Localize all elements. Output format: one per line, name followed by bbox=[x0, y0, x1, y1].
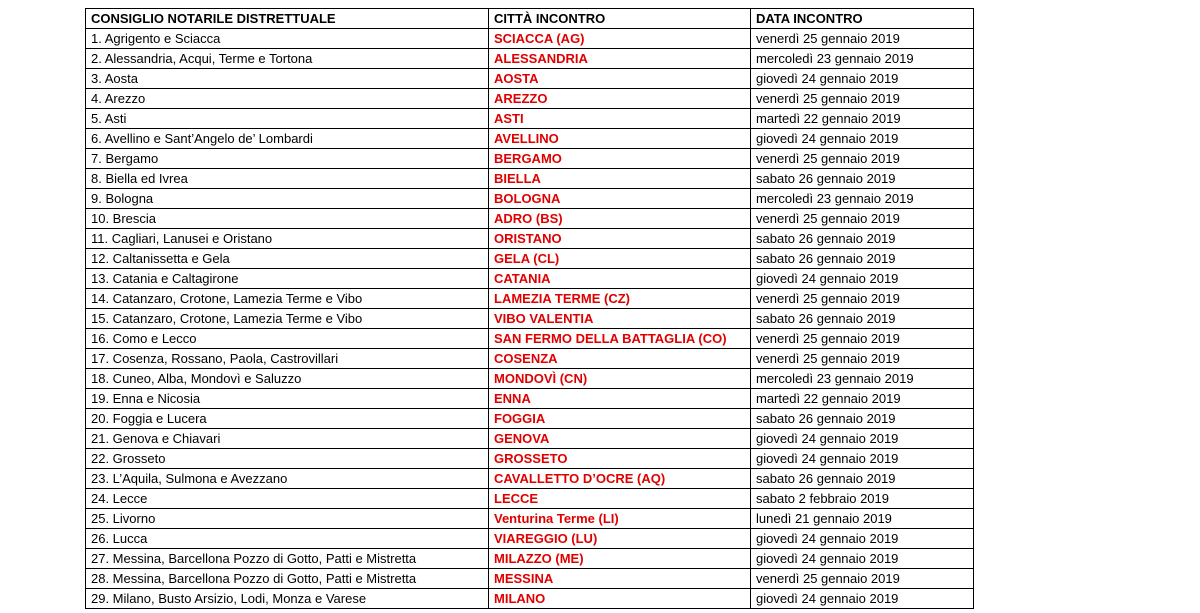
cell-citta: ASTI bbox=[489, 109, 751, 129]
cell-consiglio: 3. Aosta bbox=[86, 69, 489, 89]
cell-citta: SCIACCA (AG) bbox=[489, 29, 751, 49]
table-row bbox=[86, 189, 974, 209]
cell-citta: ADRO (BS) bbox=[489, 209, 751, 229]
cell-citta: AVELLINO bbox=[489, 129, 751, 149]
cell-citta: GENOVA bbox=[489, 429, 751, 449]
cell-data: sabato 26 gennaio 2019 bbox=[751, 409, 974, 429]
table-row bbox=[86, 489, 974, 509]
cell-consiglio: 7. Bergamo bbox=[86, 149, 489, 169]
table-row bbox=[86, 449, 974, 469]
cell-citta: COSENZA bbox=[489, 349, 751, 369]
cell-consiglio: 10. Brescia bbox=[86, 209, 489, 229]
cell-consiglio: 19. Enna e Nicosia bbox=[86, 389, 489, 409]
cell-citta: Venturina Terme (LI) bbox=[489, 509, 751, 529]
cell-consiglio: 28. Messina, Barcellona Pozzo di Gotto, Patti e Mistretta bbox=[86, 569, 489, 589]
table-row bbox=[86, 249, 974, 269]
cell-data: giovedì 24 gennaio 2019 bbox=[751, 129, 974, 149]
table-row bbox=[86, 129, 974, 149]
cell-data: mercoledì 23 gennaio 2019 bbox=[751, 369, 974, 389]
cell-data: lunedì 21 gennaio 2019 bbox=[751, 509, 974, 529]
cell-data: mercoledì 23 gennaio 2019 bbox=[751, 189, 974, 209]
cell-citta: GELA (CL) bbox=[489, 249, 751, 269]
cell-data: venerdì 25 gennaio 2019 bbox=[751, 29, 974, 49]
cell-consiglio: 6. Avellino e Sant’Angelo de’ Lombardi bbox=[86, 129, 489, 149]
cell-data: giovedì 24 gennaio 2019 bbox=[751, 589, 974, 609]
cell-consiglio: 5. Asti bbox=[86, 109, 489, 129]
cell-data: venerdì 25 gennaio 2019 bbox=[751, 289, 974, 309]
cell-citta: BOLOGNA bbox=[489, 189, 751, 209]
cell-citta: CATANIA bbox=[489, 269, 751, 289]
cell-data: venerdì 25 gennaio 2019 bbox=[751, 89, 974, 109]
cell-citta: VIBO VALENTIA bbox=[489, 309, 751, 329]
cell-citta: BERGAMO bbox=[489, 149, 751, 169]
table-row bbox=[86, 509, 974, 529]
cell-data: giovedì 24 gennaio 2019 bbox=[751, 449, 974, 469]
cell-consiglio: 11. Cagliari, Lanusei e Oristano bbox=[86, 229, 489, 249]
cell-citta: MILANO bbox=[489, 589, 751, 609]
cell-consiglio: 18. Cuneo, Alba, Mondovì e Saluzzo bbox=[86, 369, 489, 389]
cell-citta: SAN FERMO DELLA BATTAGLIA (CO) bbox=[489, 329, 751, 349]
cell-consiglio: 20. Foggia e Lucera bbox=[86, 409, 489, 429]
cell-data: mercoledì 23 gennaio 2019 bbox=[751, 49, 974, 69]
cell-citta: BIELLA bbox=[489, 169, 751, 189]
table-row bbox=[86, 349, 974, 369]
header-citta: CITTÀ INCONTRO bbox=[489, 9, 751, 29]
cell-data: giovedì 24 gennaio 2019 bbox=[751, 429, 974, 449]
table-row bbox=[86, 29, 974, 49]
cell-consiglio: 21. Genova e Chiavari bbox=[86, 429, 489, 449]
cell-citta: MONDOVÌ (CN) bbox=[489, 369, 751, 389]
cell-data: venerdì 25 gennaio 2019 bbox=[751, 329, 974, 349]
table-row bbox=[86, 49, 974, 69]
cell-citta: MILAZZO (ME) bbox=[489, 549, 751, 569]
table-row bbox=[86, 69, 974, 89]
header-row bbox=[86, 9, 974, 29]
cell-data: giovedì 24 gennaio 2019 bbox=[751, 269, 974, 289]
cell-data: venerdì 25 gennaio 2019 bbox=[751, 569, 974, 589]
cell-citta: LAMEZIA TERME (CZ) bbox=[489, 289, 751, 309]
cell-data: giovedì 24 gennaio 2019 bbox=[751, 69, 974, 89]
cell-consiglio: 12. Caltanissetta e Gela bbox=[86, 249, 489, 269]
cell-consiglio: 24. Lecce bbox=[86, 489, 489, 509]
cell-consiglio: 8. Biella ed Ivrea bbox=[86, 169, 489, 189]
cell-citta: VIAREGGIO (LU) bbox=[489, 529, 751, 549]
cell-consiglio: 25. Livorno bbox=[86, 509, 489, 529]
cell-citta: GROSSETO bbox=[489, 449, 751, 469]
table-row bbox=[86, 569, 974, 589]
table-row bbox=[86, 209, 974, 229]
cell-data: martedì 22 gennaio 2019 bbox=[751, 109, 974, 129]
cell-data: sabato 26 gennaio 2019 bbox=[751, 469, 974, 489]
cell-data: venerdì 25 gennaio 2019 bbox=[751, 349, 974, 369]
cell-data: sabato 26 gennaio 2019 bbox=[751, 309, 974, 329]
cell-consiglio: 4. Arezzo bbox=[86, 89, 489, 109]
header-data: DATA INCONTRO bbox=[751, 9, 974, 29]
cell-consiglio: 26. Lucca bbox=[86, 529, 489, 549]
cell-data: sabato 26 gennaio 2019 bbox=[751, 169, 974, 189]
table-row bbox=[86, 389, 974, 409]
table-row bbox=[86, 149, 974, 169]
table-row bbox=[86, 109, 974, 129]
cell-consiglio: 9. Bologna bbox=[86, 189, 489, 209]
cell-data: venerdì 25 gennaio 2019 bbox=[751, 149, 974, 169]
table-row bbox=[86, 169, 974, 189]
cell-data: sabato 2 febbraio 2019 bbox=[751, 489, 974, 509]
cell-citta: CAVALLETTO D’OCRE (AQ) bbox=[489, 469, 751, 489]
header-consiglio: CONSIGLIO NOTARILE DISTRETTUALE bbox=[86, 9, 489, 29]
table-row bbox=[86, 529, 974, 549]
cell-citta: AREZZO bbox=[489, 89, 751, 109]
cell-consiglio: 16. Como e Lecco bbox=[86, 329, 489, 349]
cell-citta: FOGGIA bbox=[489, 409, 751, 429]
cell-consiglio: 29. Milano, Busto Arsizio, Lodi, Monza e Varese bbox=[86, 589, 489, 609]
cell-citta: LECCE bbox=[489, 489, 751, 509]
table-row bbox=[86, 309, 974, 329]
cell-data: sabato 26 gennaio 2019 bbox=[751, 249, 974, 269]
table-body bbox=[86, 29, 974, 609]
cell-citta: ALESSANDRIA bbox=[489, 49, 751, 69]
table-row bbox=[86, 589, 974, 609]
table-row bbox=[86, 229, 974, 249]
cell-consiglio: 23. L’Aquila, Sulmona e Avezzano bbox=[86, 469, 489, 489]
cell-consiglio: 22. Grosseto bbox=[86, 449, 489, 469]
table-row bbox=[86, 369, 974, 389]
cell-consiglio: 1. Agrigento e Sciacca bbox=[86, 29, 489, 49]
cell-data: giovedì 24 gennaio 2019 bbox=[751, 529, 974, 549]
meetings-table bbox=[85, 8, 974, 609]
cell-data: martedì 22 gennaio 2019 bbox=[751, 389, 974, 409]
cell-consiglio: 14. Catanzaro, Crotone, Lamezia Terme e Vibo bbox=[86, 289, 489, 309]
table-row bbox=[86, 89, 974, 109]
cell-citta: ORISTANO bbox=[489, 229, 751, 249]
table-row bbox=[86, 409, 974, 429]
table-row bbox=[86, 469, 974, 489]
cell-consiglio: 27. Messina, Barcellona Pozzo di Gotto, Patti e Mistretta bbox=[86, 549, 489, 569]
cell-data: venerdì 25 gennaio 2019 bbox=[751, 209, 974, 229]
table-row bbox=[86, 269, 974, 289]
cell-data: sabato 26 gennaio 2019 bbox=[751, 229, 974, 249]
cell-consiglio: 17. Cosenza, Rossano, Paola, Castrovillari bbox=[86, 349, 489, 369]
cell-citta: MESSINA bbox=[489, 569, 751, 589]
table-row bbox=[86, 329, 974, 349]
cell-citta: AOSTA bbox=[489, 69, 751, 89]
cell-consiglio: 13. Catania e Caltagirone bbox=[86, 269, 489, 289]
table-row bbox=[86, 549, 974, 569]
cell-data: giovedì 24 gennaio 2019 bbox=[751, 549, 974, 569]
cell-consiglio: 2. Alessandria, Acqui, Terme e Tortona bbox=[86, 49, 489, 69]
cell-consiglio: 15. Catanzaro, Crotone, Lamezia Terme e Vibo bbox=[86, 309, 489, 329]
table-row bbox=[86, 429, 974, 449]
cell-citta: ENNA bbox=[489, 389, 751, 409]
table-row bbox=[86, 289, 974, 309]
